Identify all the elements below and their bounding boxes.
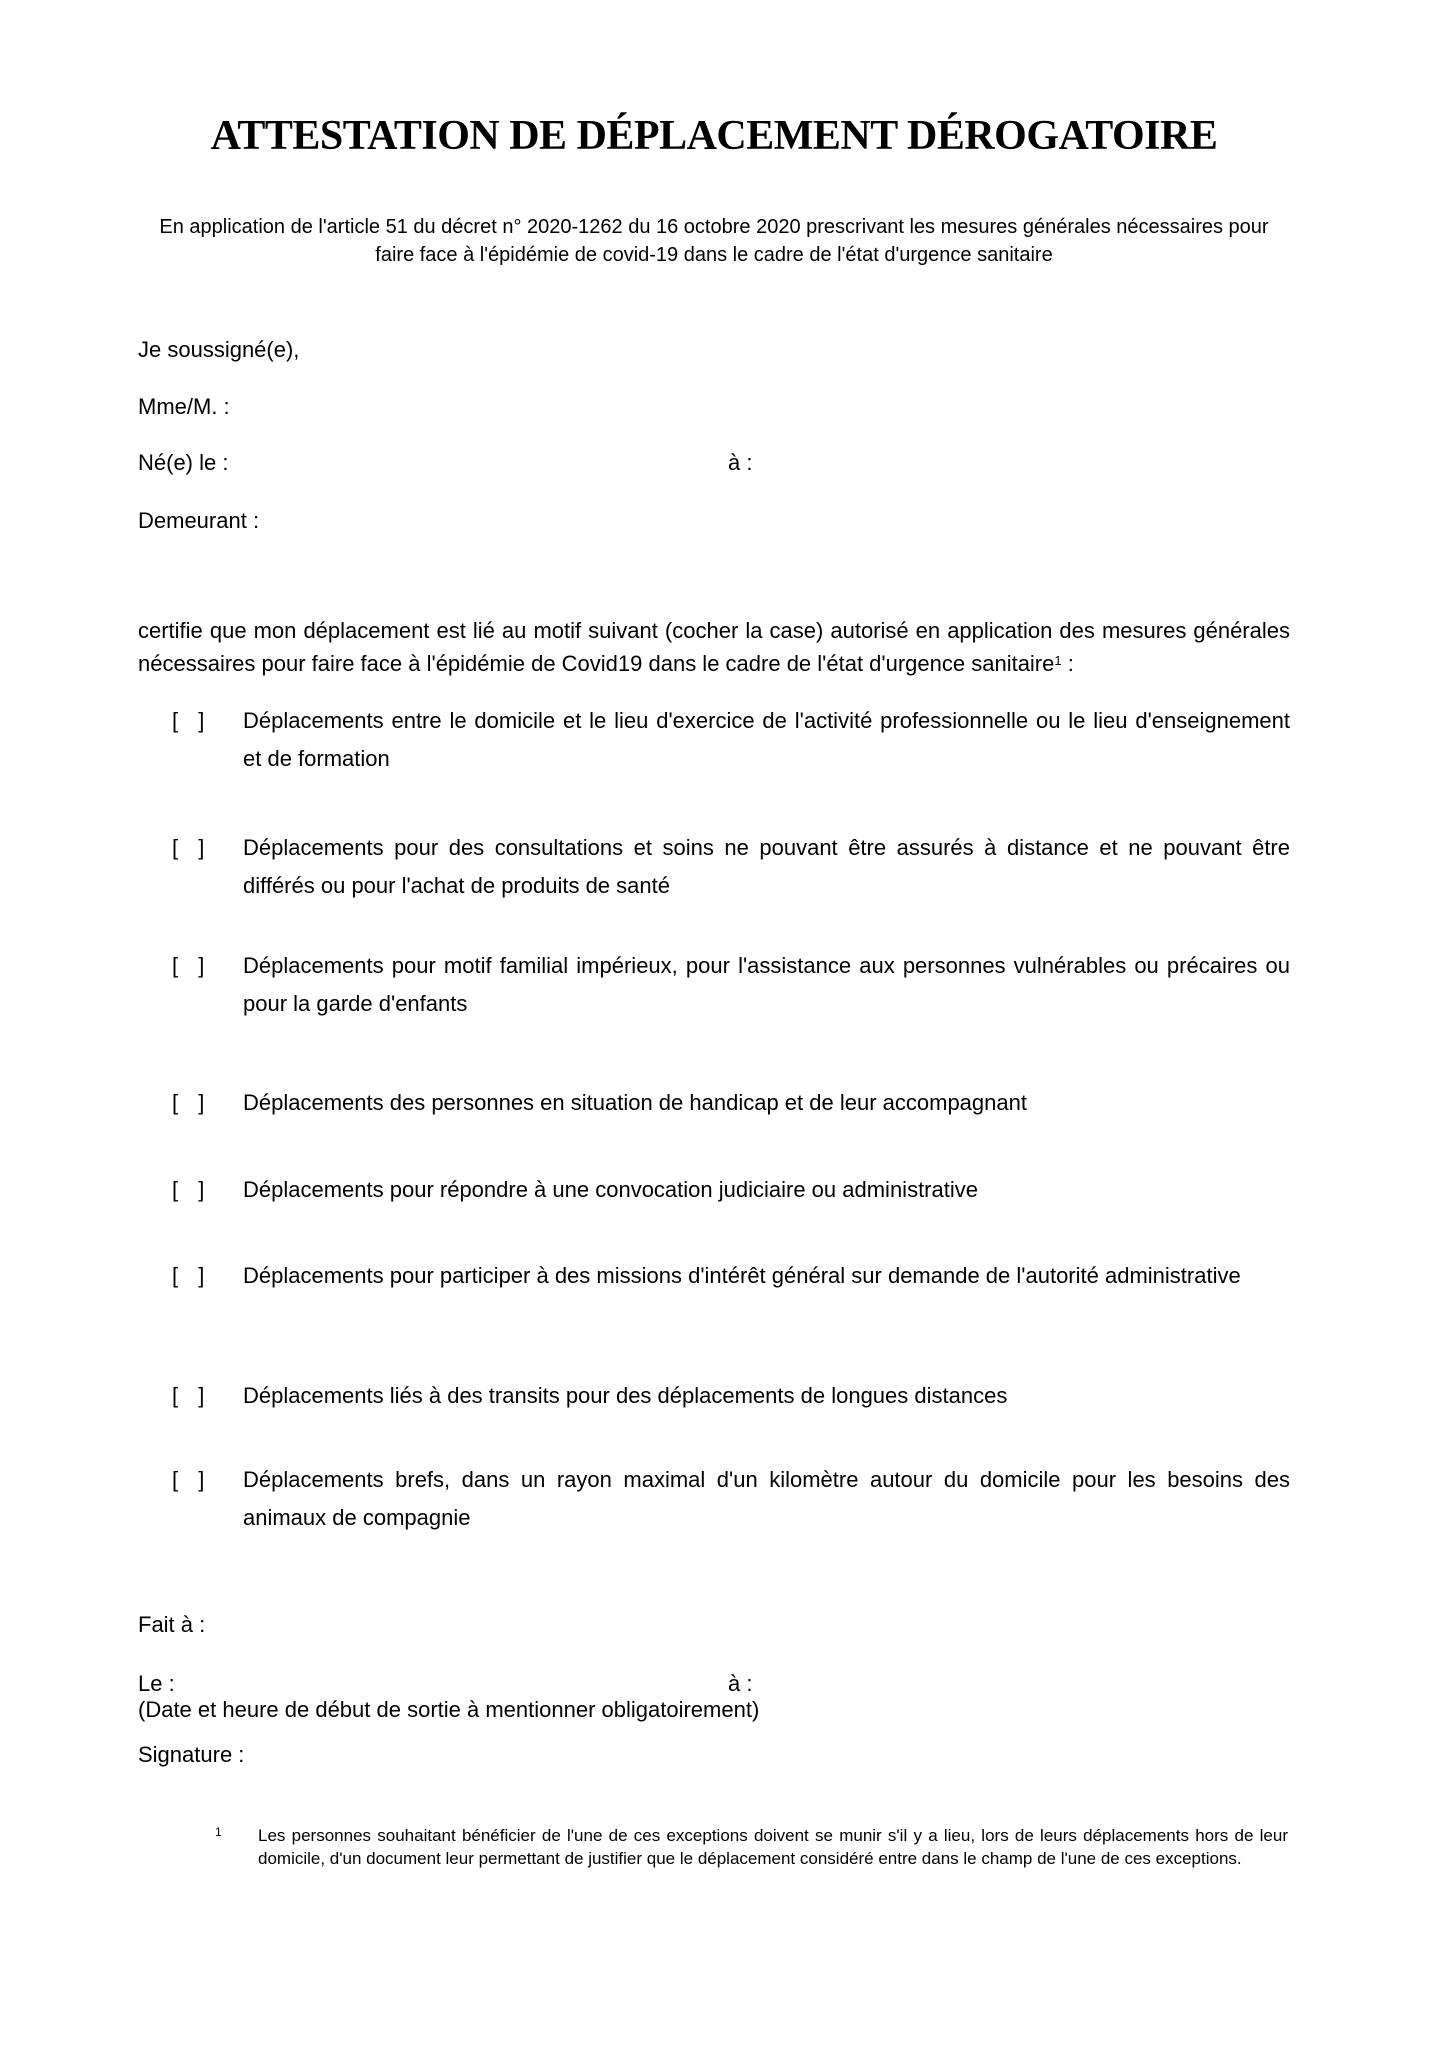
name-field-row	[138, 393, 1290, 420]
certify-text: certifie que mon déplacement est lié au motif suivant (cocher la case) autorisé en application des mesures générales nécessaires pour faire face à l'épidémie de Covid19 dans le cadre de l'état d'urgence sanitaire	[138, 618, 1290, 676]
reasons-list	[138, 702, 1290, 1537]
checkbox[interactable]: [ ]	[172, 1383, 205, 1408]
reason-item	[138, 829, 1290, 905]
footnote-text: Les personnes souhaitant bénéficier de l'une de ces exceptions doivent se munir s'il y a lieu, lors de leurs déplacements hors de leur domicile, d'un document leur permettant de justifier que le déplacement considéré entre dans le champ de l'une de ces exceptions.	[258, 1826, 1288, 1868]
place-row	[138, 1611, 1290, 1638]
reason-label: Déplacements des personnes en situation de handicap et de leur accompagnant	[243, 1090, 1027, 1115]
reason-item	[138, 947, 1290, 1023]
date-time-block	[138, 1671, 1290, 1723]
birth-field-row	[138, 449, 1290, 476]
subtitle: En application de l'article 51 du décret n° 2020-1262 du 16 octobre 2020 prescrivant les mesures générales nécessaires pour faire face à l'épidémie de covid-19 dans le cadre de l'état d'urgence sanitaire	[159, 216, 1269, 266]
footnote-marker: 1	[215, 1825, 222, 1839]
page-title: ATTESTATION DE DÉPLACEMENT DÉROGATOIRE	[210, 113, 1218, 159]
birthplace-label: à :	[728, 450, 753, 475]
certify-paragraph	[138, 614, 1290, 713]
checkbox[interactable]: [ ]	[172, 835, 205, 860]
footnote	[215, 1824, 1288, 1870]
checkbox[interactable]: [ ]	[172, 708, 205, 733]
reason-label: Déplacements pour répondre à une convocation judiciaire ou administrative	[243, 1177, 978, 1202]
reason-item	[138, 1461, 1290, 1537]
reason-label: Déplacements pour participer à des missions d'intérêt général sur demande de l'autorité administrative	[243, 1263, 1241, 1288]
reason-item	[138, 1084, 1290, 1122]
checkbox[interactable]: [ ]	[172, 1263, 205, 1288]
checkbox[interactable]: [ ]	[172, 1177, 205, 1202]
address-label: Demeurant :	[138, 508, 260, 533]
birthdate-label: Né(e) le :	[138, 450, 229, 475]
place-label: Fait à :	[138, 1612, 206, 1637]
reason-label: Déplacements pour des consultations et soins ne pouvant être assurés à distance et ne pouvant être différés ou pour l'achat de produits de santé	[243, 835, 1290, 898]
checkbox[interactable]: [ ]	[172, 953, 205, 978]
date-time-note: (Date et heure de début de sortie à mentionner obligatoirement)	[138, 1697, 760, 1722]
checkbox[interactable]: [ ]	[172, 1090, 205, 1115]
reason-label: Déplacements liés à des transits pour des déplacements de longues distances	[243, 1383, 1008, 1408]
signature-row	[138, 1741, 1290, 1768]
reason-item	[138, 1257, 1290, 1333]
name-label: Mme/M. :	[138, 394, 230, 419]
date-label: Le :	[138, 1671, 175, 1696]
signature-label: Signature :	[138, 1742, 245, 1767]
reason-item	[138, 1377, 1290, 1415]
reason-item	[138, 702, 1290, 778]
reason-label: Déplacements pour motif familial impérieux, pour l'assistance aux personnes vulnérables ou précaires ou pour la garde d'enfants	[243, 953, 1290, 1016]
address-field-row	[138, 507, 1290, 534]
reason-label: Déplacements brefs, dans un rayon maximal d'un kilomètre autour du domicile pour les besoins des animaux de compagnie	[243, 1467, 1290, 1530]
footnote-reference: 1	[1054, 653, 1062, 668]
certify-text-suffix: :	[1061, 651, 1074, 676]
time-label: à :	[728, 1671, 753, 1696]
intro-line: Je soussigné(e),	[138, 337, 300, 362]
reason-label: Déplacements entre le domicile et le lieu d'exercice de l'activité professionnelle ou le lieu d'enseignement et de formation	[243, 708, 1290, 771]
checkbox[interactable]: [ ]	[172, 1467, 205, 1492]
date-time-row	[138, 1671, 1290, 1697]
reason-item	[138, 1171, 1290, 1209]
